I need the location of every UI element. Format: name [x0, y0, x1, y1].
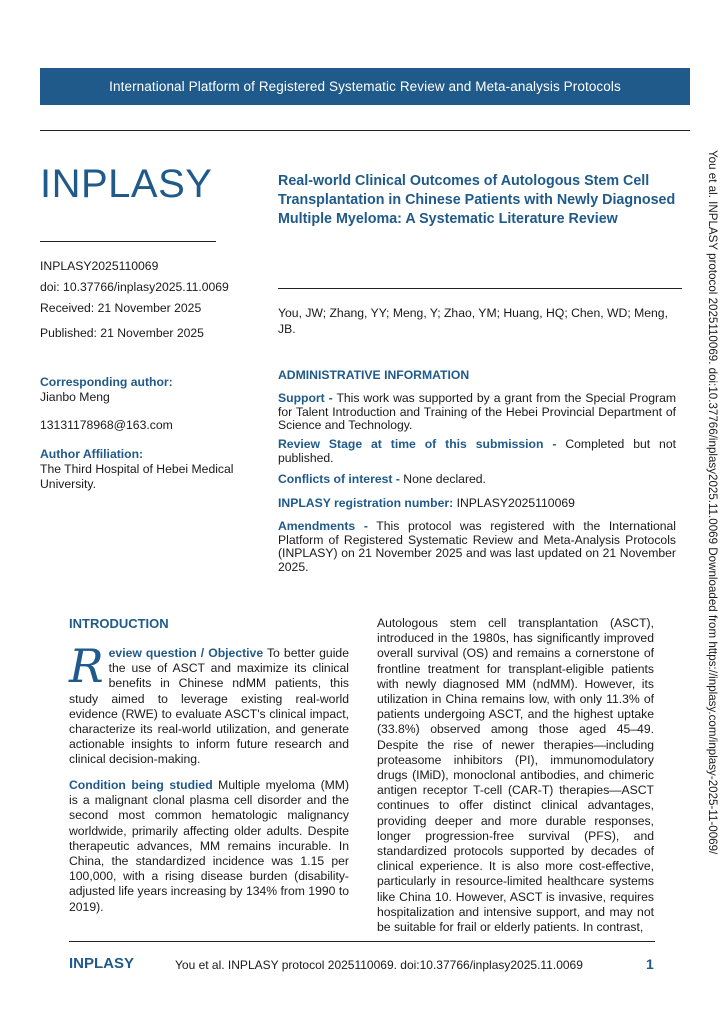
side-citation — [701, 150, 719, 920]
amendments-label: Amendments - — [278, 519, 368, 533]
review-question-label: eview question / Objective — [108, 646, 264, 660]
introduction-heading: INTRODUCTION — [69, 616, 169, 631]
received-date: Received: 21 November 2025 — [40, 301, 202, 315]
affiliation-label: Author Affiliation: — [40, 447, 144, 461]
regnum-text: INPLASY2025110069 — [456, 496, 575, 510]
admin-heading: ADMINISTRATIVE INFORMATION — [278, 368, 470, 382]
regnum-section — [278, 497, 676, 511]
side-citation-text: You et al. INPLASY protocol 2025110069. doi:10.37766/inplasy2025.11.0069 Downloaded from https://inplasy.com/inplasy-2025-11-0069/ — [706, 150, 719, 855]
paper-title: Real-world Clinical Outcomes of Autologous Stem Cell Transplantation in Chinese Patients with Newly Diagnosed Multiple Myeloma: A Systematic Literature Review — [278, 173, 676, 227]
footer-logo: INPLASY — [69, 955, 135, 972]
review-stage-label: Review Stage at time of this submission - — [278, 437, 557, 451]
support-text: This work was supported by a grant from the Special Program for Talent Introduction and Training of the Hebei Provincial Department of Science and Technology. — [278, 391, 677, 432]
registration-number: INPLASY2025110069 — [40, 259, 159, 273]
corresponding-name: Jianbo Meng — [40, 390, 110, 404]
conflicts-label: Conflicts of interest - — [278, 472, 400, 486]
review-stage-text: Completed but not published. — [278, 437, 676, 465]
inplasy-logo: INPLASY — [40, 162, 213, 206]
support-section — [278, 392, 676, 433]
review-question-text: To better guide the use of ASCT and maximize its clinical benefits in Chinese ndMM patients, this study aimed to leverage existing real-world evidence (RWE) to evaluate ASCT's clinical impact, characterize its real-world utilization, and generate actionable insights to inform future research and clinical decision-making. — [69, 646, 349, 767]
corresponding-label: Corresponding author: — [40, 375, 173, 389]
review-stage-section — [278, 438, 676, 465]
top-divider — [40, 130, 690, 131]
published-date: Published: 21 November 2025 — [40, 326, 204, 340]
amendments-section — [278, 520, 676, 574]
footer-divider — [69, 941, 655, 942]
logo-divider — [40, 241, 216, 242]
drop-cap: R — [69, 639, 104, 693]
condition-text: Multiple myeloma (MM) is a malignant clonal plasma cell disorder and the second most common hematologic malignancy worldwide, primarily affecting older adults. Despite therapeutic advances, MM remains incurable. In China, the standardized incidence was 1.15 per 100,000, with a rising disease burden (disability-adjusted life years increasing by 134% from 1990 to 2019). — [69, 778, 350, 914]
header-banner: International Platform of Registered Systematic Review and Meta-analysis Protocols — [40, 68, 690, 105]
page-number: 1 — [646, 956, 654, 972]
doi[interactable]: doi: 10.37766/inplasy2025.11.0069 — [40, 280, 229, 294]
review-question-paragraph — [69, 639, 349, 768]
regnum-label: INPLASY registration number: — [278, 496, 454, 510]
amendments-text: This protocol was registered with the International Platform of Registered Systematic Review and Meta-Analysis Protocols (INPLASY) on 21 November 2025 and was last updated on 21 November 2025. — [278, 519, 676, 574]
condition-label: Condition being studied — [69, 778, 213, 792]
conflicts-section — [278, 473, 676, 487]
title-divider — [278, 288, 682, 289]
conflicts-text: None declared. — [403, 472, 486, 486]
corresponding-email[interactable]: 13131178968@163.com — [40, 418, 173, 432]
author-list: You, JW; Zhang, YY; Meng, Y; Zhao, YM; Huang, HQ; Chen, WD; Meng, JB. — [278, 306, 668, 336]
affiliation-text: The Third Hospital of Hebei Medical University. — [40, 462, 234, 491]
footer-citation: You et al. INPLASY protocol 2025110069. doi:10.37766/inplasy2025.11.0069 — [175, 958, 583, 972]
support-label: Support - — [278, 391, 333, 405]
asct-paragraph: Autologous stem cell transplantation (ASCT), introduced in the 1980s, has significantly improved overall survival (OS) and remains a cornerstone of frontline treatment for transplant-eligible patients with newly diagnosed MM (ndMM). However, its utilization in China remains low, with only 11.3% of patients undergoing ASCT, and the highest uptake (33.8%) observed among those aged 45–49. Despite the rise of newer therapies—including proteasome inhibitors (PI), immunomodulatory drugs (IMiD), monoclonal antibodies, and chimeric antigen receptor T-cell (CAR-T) therapies—ASCT continues to offer distinct clinical advantages, providing deeper and more durable responses, longer progression-free survival (PFS), and standardized protocols supported by decades of clinical experience. It is also more cost-effective, particularly in resource-limited healthcare systems like China 10. However, ASCT is invasive, requires hospitalization and intensive support, and may not be suitable for frail or elderly patients. In contrast, — [377, 616, 654, 935]
condition-paragraph — [69, 778, 349, 915]
